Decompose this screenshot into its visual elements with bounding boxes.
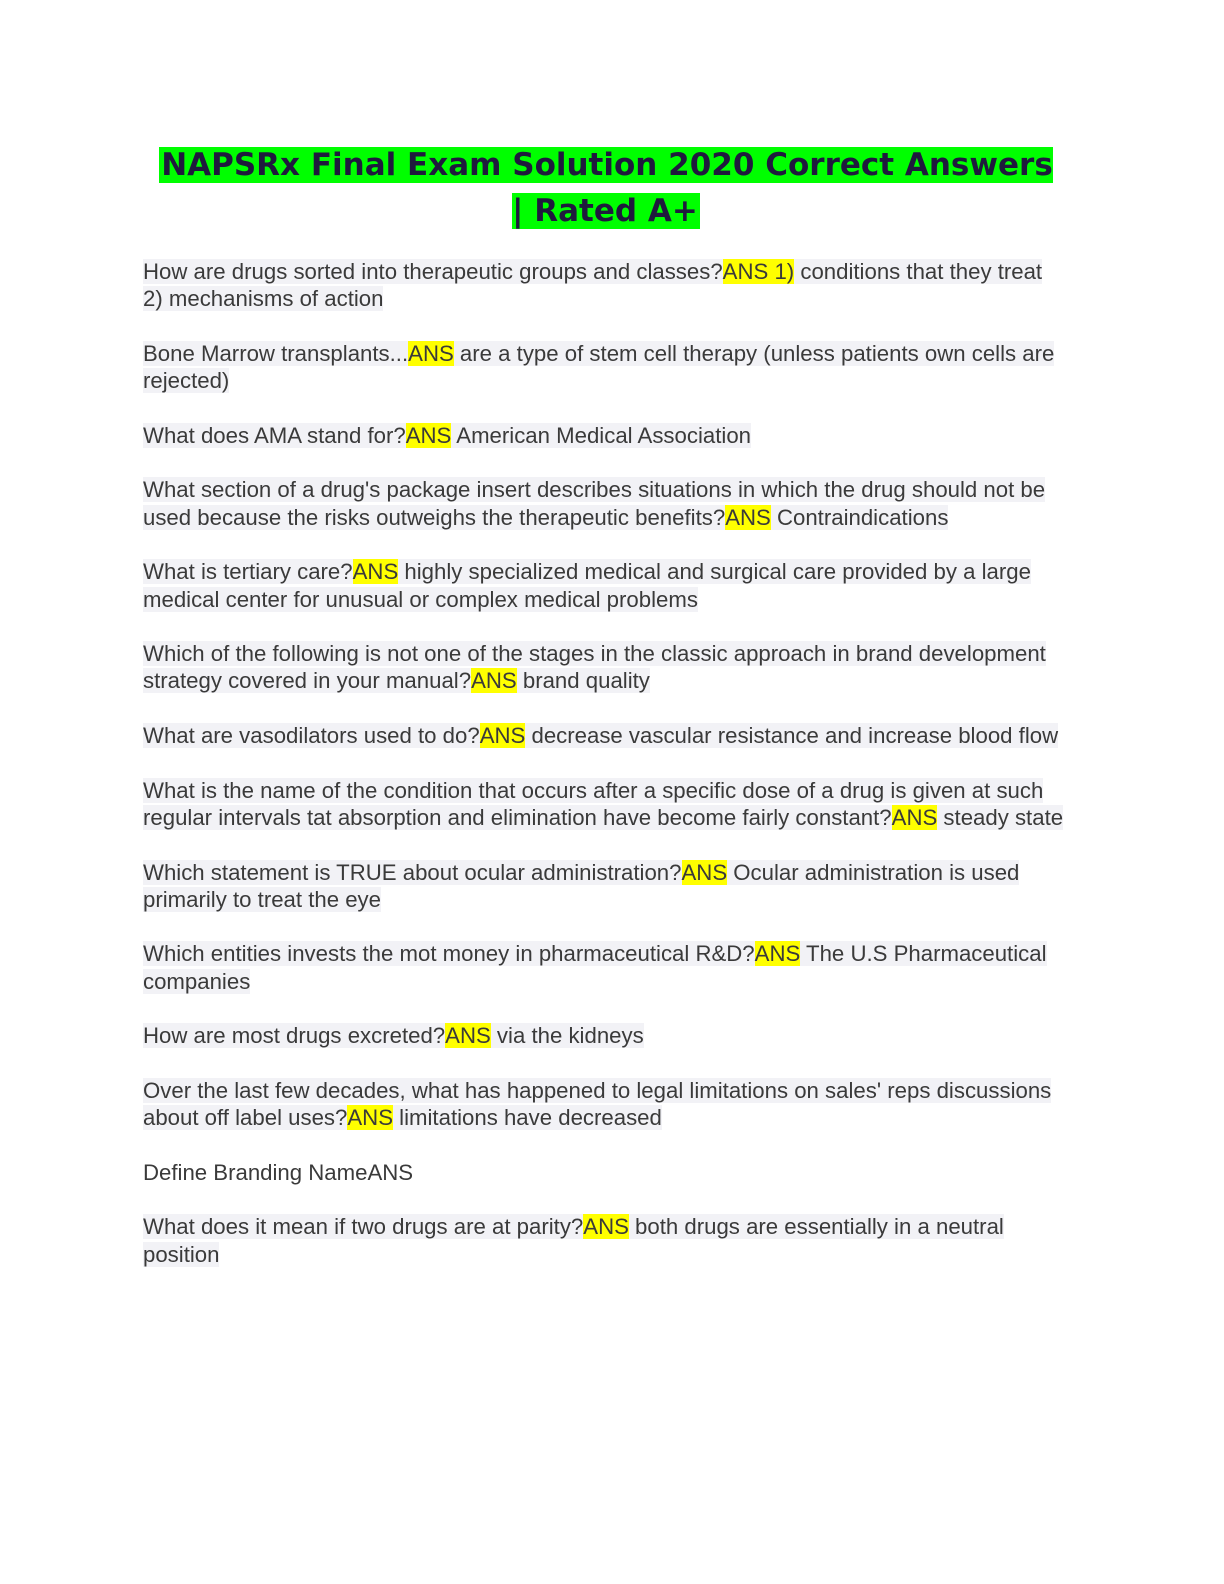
qa-item xyxy=(143,859,1073,914)
question-text: Over the last few decades, what has happened to legal limitations on sales' reps discussions about off label uses? xyxy=(143,1077,1052,1131)
answer-text: are a type of stem cell therapy (unless patients own cells are rejected) xyxy=(143,340,1055,394)
answer-marker: ANS xyxy=(754,941,801,967)
answer-text: steady state xyxy=(937,804,1064,830)
document-title xyxy=(150,142,1062,234)
answer-text: via the kidneys xyxy=(490,1023,644,1049)
answer-text: both drugs are essentially in a neutral position xyxy=(143,1214,1004,1267)
qa-item xyxy=(143,422,1073,449)
answer-marker: ANS xyxy=(681,859,728,885)
answer-marker: ANS xyxy=(408,340,454,366)
answer-marker: ANS xyxy=(891,804,938,830)
question-text: What is tertiary care? xyxy=(143,559,353,585)
question-text: What does it mean if two drugs are at parity? xyxy=(143,1214,584,1240)
qa-item xyxy=(143,258,1073,313)
qa-item xyxy=(143,1077,1073,1132)
answer-marker: ANS xyxy=(405,422,452,448)
qa-item xyxy=(143,558,1073,613)
answer-text-line2: 2) mechanisms of action xyxy=(143,286,384,312)
answer-text: The U.S Pharmaceutical companies xyxy=(143,941,1047,994)
question-text: How are most drugs excreted? xyxy=(143,1023,446,1049)
answer-text: limitations have decreased xyxy=(393,1105,662,1131)
answer-text: Contraindications xyxy=(770,504,949,530)
qa-item xyxy=(143,1159,1073,1186)
qa-item xyxy=(143,340,1073,395)
answer-marker: ANS 1) xyxy=(722,259,795,284)
question-text: What does AMA stand for? xyxy=(143,422,406,448)
question-text: Define Branding NameANS xyxy=(143,1159,414,1185)
answer-text: brand quality xyxy=(516,668,650,694)
qa-item xyxy=(143,722,1073,749)
answer-text: decrease vascular resistance and increase blood flow xyxy=(525,723,1059,749)
question-text: What are vasodilators used to do? xyxy=(143,723,480,749)
answer-text: Ocular administration is used primarily to treat the eye xyxy=(143,859,1020,912)
answer-marker: ANS xyxy=(725,504,771,530)
answer-marker: ANS xyxy=(583,1214,629,1240)
question-text: What is the name of the condition that occurs after a specific dose of a drug is given at such regular intervals tat absorption and elimination have become fairly constant? xyxy=(143,777,1044,830)
qa-item xyxy=(143,1213,1073,1268)
answer-marker: ANS xyxy=(352,559,399,585)
qa-item xyxy=(143,777,1073,832)
qa-item xyxy=(143,640,1073,695)
qa-item xyxy=(143,940,1073,995)
question-text: Which statement is TRUE about ocular administration? xyxy=(143,859,682,885)
qa-item xyxy=(143,1022,1073,1049)
answer-marker: ANS xyxy=(471,668,517,694)
qa-list xyxy=(143,258,1073,1295)
question-text: How are drugs sorted into therapeutic groups and classes? xyxy=(143,259,723,284)
question-text: Which entities invests the mot money in pharmaceutical R&D? xyxy=(143,941,755,967)
answer-text: American Medical Association xyxy=(451,422,751,448)
answer-marker: ANS xyxy=(347,1105,393,1131)
answer-text: highly specialized medical and surgical care provided by a large medical center for unusual or complex medical problems xyxy=(143,559,1031,612)
question-text: Which of the following is not one of the stages in the classic approach in brand development strategy covered in your manual? xyxy=(143,641,1046,694)
answer-marker: ANS xyxy=(445,1023,491,1049)
qa-item xyxy=(143,476,1073,531)
question-text: What section of a drug's package insert describes situations in which the drug should not be used because the risks outweighs the therapeutic benefits? xyxy=(143,477,1046,530)
title-highlight: NAPSRx Final Exam Solution 2020 Correct Answers | Rated A+ xyxy=(161,147,1053,229)
answer-marker: ANS xyxy=(479,723,526,749)
answer-text: conditions that they treat xyxy=(794,259,1043,284)
question-text: Bone Marrow transplants... xyxy=(143,340,409,366)
